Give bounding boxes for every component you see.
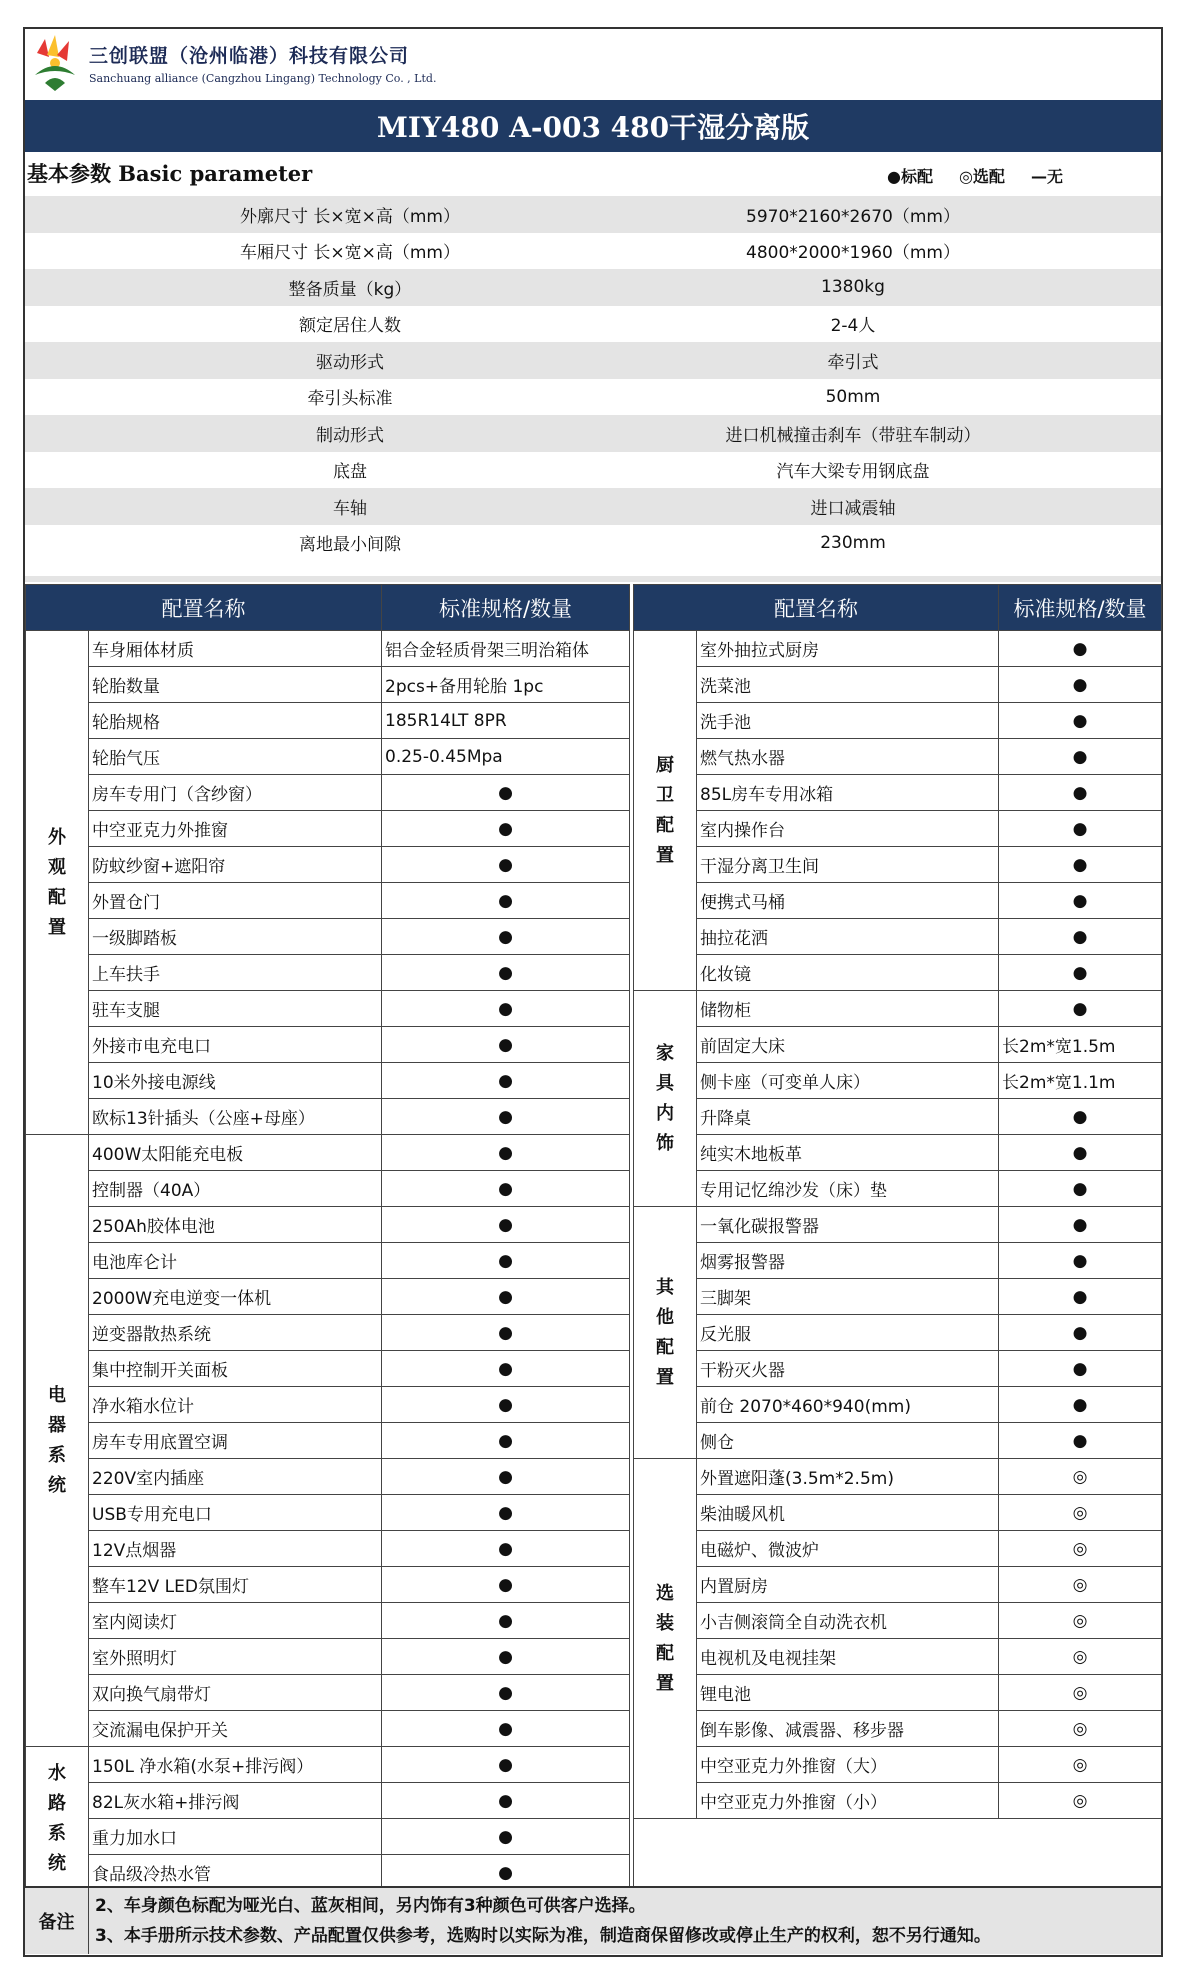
item-name: 前固定大床 [697, 1027, 999, 1063]
item-name: 烟雾报警器 [697, 1243, 999, 1279]
item-spec: ● [382, 919, 630, 955]
item-name: 外置遮阳蓬(3.5m*2.5m) [697, 1459, 999, 1495]
item-spec: ● [999, 991, 1162, 1027]
table-row [26, 1351, 630, 1387]
item-name: 220V室内插座 [89, 1459, 382, 1495]
param-name: 额定居住人数 [299, 316, 401, 337]
header-spec: 标准规格/数量 [382, 585, 630, 631]
item-name: 85L房车专用冰箱 [697, 775, 999, 811]
legend [887, 164, 1063, 187]
item-name: 双向换气扇带灯 [89, 1675, 382, 1711]
item-spec: ◎ [999, 1459, 1162, 1495]
table-row [26, 1279, 630, 1315]
table-row [634, 1171, 1162, 1207]
item-spec: ● [382, 811, 630, 847]
item-spec: ● [382, 1747, 630, 1783]
company-logo-icon [31, 33, 79, 93]
item-name: 反光服 [697, 1315, 999, 1351]
item-spec: ● [999, 631, 1162, 667]
item-spec: ● [382, 883, 630, 919]
param-value: 1380kg [821, 277, 885, 298]
basic-param-row [25, 488, 1161, 525]
item-spec: ● [999, 847, 1162, 883]
table-row [26, 1675, 630, 1711]
table-row [634, 1315, 1162, 1351]
item-name: 逆变器散热系统 [89, 1315, 382, 1351]
table-row [634, 1459, 1162, 1495]
item-name: 侧仓 [697, 1423, 999, 1459]
basic-heading: 基本参数 Basic parameter [27, 161, 313, 186]
table-row [26, 631, 630, 667]
table-row [26, 883, 630, 919]
legend-standard: ●标配 [887, 167, 933, 186]
item-spec: ● [382, 847, 630, 883]
remarks [25, 1886, 1161, 1954]
item-name: 便携式马桶 [697, 883, 999, 919]
table-row [26, 955, 630, 991]
item-spec: ● [382, 775, 630, 811]
item-spec: ◎ [999, 1783, 1162, 1819]
table-row [634, 955, 1162, 991]
item-name: 房车专用门（含纱窗） [89, 775, 382, 811]
table-row [26, 667, 630, 703]
item-spec: ● [999, 811, 1162, 847]
table-row [634, 1495, 1162, 1531]
item-spec: ◎ [999, 1567, 1162, 1603]
table-row [26, 1315, 630, 1351]
item-spec: ● [999, 1315, 1162, 1351]
param-name: 整备质量（kg） [288, 279, 412, 300]
item-name: 干粉灭火器 [697, 1351, 999, 1387]
item-spec: ● [382, 1495, 630, 1531]
item-spec: ● [999, 1423, 1162, 1459]
table-row [634, 1351, 1162, 1387]
table-row [26, 919, 630, 955]
table-row [634, 1387, 1162, 1423]
item-name: 10米外接电源线 [89, 1063, 382, 1099]
item-name: 燃气热水器 [697, 739, 999, 775]
item-spec: ● [999, 919, 1162, 955]
item-name: 抽拉花洒 [697, 919, 999, 955]
item-name: 一级脚踏板 [89, 919, 382, 955]
item-spec: ● [382, 1531, 630, 1567]
item-spec: ◎ [999, 1639, 1162, 1675]
item-name: 锂电池 [697, 1675, 999, 1711]
table-row [634, 1531, 1162, 1567]
param-name: 制动形式 [316, 425, 384, 446]
item-spec: ● [999, 703, 1162, 739]
item-spec: ◎ [999, 1531, 1162, 1567]
item-spec: ● [382, 1207, 630, 1243]
item-name: 侧卡座（可变单人床） [697, 1063, 999, 1099]
item-name: 中空亚克力外推窗（大） [697, 1747, 999, 1783]
item-spec: ● [382, 1567, 630, 1603]
remarks-label: 备注 [38, 1912, 75, 1933]
item-spec: ● [999, 1135, 1162, 1171]
header-spec: 标准规格/数量 [999, 585, 1162, 631]
basic-param-row [25, 452, 1161, 489]
table-row [26, 775, 630, 811]
basic-header [25, 152, 1161, 194]
table-row [634, 811, 1162, 847]
category-cell: 其 他 配 置 [634, 1207, 697, 1459]
item-name: 食品级冷热水管 [89, 1855, 382, 1891]
remark-line: 3、本手册所示技术参数、产品配置仅供参考，选购时以实际为准，制造商保留修改或停止生产的权利，恕不另行通知。 [95, 1926, 991, 1946]
table-row [634, 631, 1162, 667]
category-cell: 外 观 配 置 [26, 631, 89, 1135]
item-name: 室内操作台 [697, 811, 999, 847]
left-config-table [25, 584, 630, 1891]
table-row [634, 1099, 1162, 1135]
item-spec: ◎ [999, 1495, 1162, 1531]
item-name: 干湿分离卫生间 [697, 847, 999, 883]
item-spec: ● [999, 775, 1162, 811]
table-row [26, 811, 630, 847]
item-spec: ● [382, 1243, 630, 1279]
item-name: 集中控制开关面板 [89, 1351, 382, 1387]
company-header [23, 27, 1163, 99]
item-spec: 铝合金轻质骨架三明治箱体 [382, 631, 630, 667]
table-row [26, 991, 630, 1027]
table-row [634, 1207, 1162, 1243]
item-spec: ● [999, 739, 1162, 775]
item-spec: ● [999, 667, 1162, 703]
table-row [26, 1063, 630, 1099]
item-spec: ● [999, 1171, 1162, 1207]
item-spec: ● [382, 1675, 630, 1711]
table-row [634, 991, 1162, 1027]
item-name: 小吉侧滚筒全自动洗衣机 [697, 1603, 999, 1639]
item-spec: ◎ [999, 1675, 1162, 1711]
item-spec: ● [382, 1639, 630, 1675]
item-name: 中空亚克力外推窗（小） [697, 1783, 999, 1819]
table-row [634, 1675, 1162, 1711]
table-row [26, 1819, 630, 1855]
param-name: 底盘 [333, 462, 367, 483]
item-name: 车身厢体材质 [89, 631, 382, 667]
param-value: 5970*2160*2670（mm） [746, 206, 960, 227]
basic-param-row [25, 233, 1161, 270]
item-name: 防蚊纱窗+遮阳帘 [89, 847, 382, 883]
item-spec: ● [999, 1207, 1162, 1243]
table-row [26, 847, 630, 883]
item-name: USB专用充电口 [89, 1495, 382, 1531]
category-cell: 水 路 系 统 [26, 1747, 89, 1891]
item-name: 柴油暖风机 [697, 1495, 999, 1531]
param-value: 汽车大梁专用钢底盘 [776, 462, 930, 483]
table-row [26, 703, 630, 739]
table-row [634, 703, 1162, 739]
basic-footer-band [25, 576, 1161, 582]
item-name: 倒车影像、减震器、移步器 [697, 1711, 999, 1747]
item-spec: ● [382, 1135, 630, 1171]
param-name: 驱动形式 [316, 352, 384, 373]
right-config-table [633, 584, 1162, 1819]
item-name: 室外抽拉式厨房 [697, 631, 999, 667]
item-name: 洗手池 [697, 703, 999, 739]
item-name: 外置仓门 [89, 883, 382, 919]
table-row [634, 1423, 1162, 1459]
item-name: 内置厨房 [697, 1567, 999, 1603]
category-cell: 选 装 配 置 [634, 1459, 697, 1819]
table-row [26, 1459, 630, 1495]
table-row [26, 1747, 630, 1783]
item-name: 驻车支腿 [89, 991, 382, 1027]
table-row [634, 1279, 1162, 1315]
basic-param-row [25, 342, 1161, 379]
item-name: 三脚架 [697, 1279, 999, 1315]
category-cell: 家 具 内 饰 [634, 991, 697, 1207]
item-name: 外接市电充电口 [89, 1027, 382, 1063]
table-row [634, 1711, 1162, 1747]
company-name-cn: 三创联盟（沧州临港）科技有限公司 [89, 45, 410, 67]
table-row [26, 1171, 630, 1207]
param-value: 2-4人 [830, 316, 876, 337]
table-row [26, 1711, 630, 1747]
param-value: 230mm [820, 532, 886, 553]
param-value: 牵引式 [827, 352, 879, 373]
item-spec: ● [999, 1279, 1162, 1315]
table-row [26, 1783, 630, 1819]
item-spec: ● [382, 1171, 630, 1207]
item-spec: ● [382, 1315, 630, 1351]
item-name: 轮胎数量 [89, 667, 382, 703]
item-name: 专用记忆绵沙发（床）垫 [697, 1171, 999, 1207]
header-config-name: 配置名称 [634, 585, 999, 631]
param-name: 车厢尺寸 长×宽×高（mm） [239, 243, 460, 264]
basic-param-row [25, 415, 1161, 452]
company-name-en: Sanchuang alliance (Cangzhou Lingang) Technology Co. , Ltd. [89, 72, 437, 85]
param-name: 车轴 [333, 498, 367, 519]
basic-param-row [25, 379, 1161, 416]
header-config-name: 配置名称 [26, 585, 382, 631]
table-row [634, 775, 1162, 811]
item-name: 82L灰水箱+排污阀 [89, 1783, 382, 1819]
legend-none: —无 [1030, 167, 1063, 186]
item-spec: 185R14LT 8PR [382, 703, 630, 739]
item-name: 2000W充电逆变一体机 [89, 1279, 382, 1315]
table-row [634, 1027, 1162, 1063]
item-name: 重力加水口 [89, 1819, 382, 1855]
item-spec: ● [999, 1243, 1162, 1279]
item-spec: ● [382, 1027, 630, 1063]
item-spec: ◎ [999, 1747, 1162, 1783]
item-name: 交流漏电保护开关 [89, 1711, 382, 1747]
item-spec: 0.25-0.45Mpa [382, 739, 630, 775]
item-name: 欧标13针插头（公座+母座） [89, 1099, 382, 1135]
item-spec: ● [382, 955, 630, 991]
right-table-blank [633, 1812, 1161, 1886]
item-spec: ● [382, 1819, 630, 1855]
basic-param-row [25, 525, 1161, 562]
item-spec: 长2m*宽1.1m [999, 1063, 1162, 1099]
item-spec: ● [999, 883, 1162, 919]
table-row [634, 1063, 1162, 1099]
item-name: 房车专用底置空调 [89, 1423, 382, 1459]
basic-param-row [25, 306, 1161, 343]
item-name: 150L 净水箱(水泵+排污阀） [89, 1747, 382, 1783]
table-row [26, 1243, 630, 1279]
table-row [634, 1243, 1162, 1279]
item-name: 纯实木地板革 [697, 1135, 999, 1171]
item-spec: ● [382, 1459, 630, 1495]
item-spec: ● [382, 1783, 630, 1819]
item-name: 一氧化碳报警器 [697, 1207, 999, 1243]
item-name: 轮胎规格 [89, 703, 382, 739]
item-spec: ● [999, 1099, 1162, 1135]
item-spec: 2pcs+备用轮胎 1pc [382, 667, 630, 703]
param-name: 离地最小间隙 [299, 535, 401, 556]
param-name: 外廓尺寸 长×宽×高（mm） [239, 206, 460, 227]
basic-param-row [25, 269, 1161, 306]
item-name: 400W太阳能充电板 [89, 1135, 382, 1171]
remark-line: 2、车身颜色标配为哑光白、蓝灰相间，另内饰有3种颜色可供客户选择。 [95, 1896, 646, 1916]
table-row [26, 1027, 630, 1063]
page-title: MIY480 A-003 480干湿分离版 [25, 100, 1161, 152]
item-spec: ● [382, 1855, 630, 1891]
table-row [634, 667, 1162, 703]
table-row [634, 1603, 1162, 1639]
table-row [26, 1531, 630, 1567]
table-row [634, 1639, 1162, 1675]
category-cell: 电 器 系 统 [26, 1135, 89, 1747]
item-name: 中空亚克力外推窗 [89, 811, 382, 847]
table-row [634, 847, 1162, 883]
item-name: 电池库仑计 [89, 1243, 382, 1279]
table-row [26, 1135, 630, 1171]
table-row [634, 739, 1162, 775]
table-row [26, 1387, 630, 1423]
table-row [26, 1099, 630, 1135]
item-name: 电视机及电视挂架 [697, 1639, 999, 1675]
item-spec: ● [999, 955, 1162, 991]
item-name: 12V点烟器 [89, 1531, 382, 1567]
table-row [26, 1423, 630, 1459]
item-name: 控制器（40A） [89, 1171, 382, 1207]
param-value: 4800*2000*1960（mm） [746, 243, 960, 264]
item-spec: ● [999, 1387, 1162, 1423]
table-row [634, 1747, 1162, 1783]
item-name: 前仓 2070*460*940(mm) [697, 1387, 999, 1423]
item-name: 室外照明灯 [89, 1639, 382, 1675]
item-name: 升降桌 [697, 1099, 999, 1135]
basic-param-row [25, 196, 1161, 233]
item-spec: ● [382, 1063, 630, 1099]
table-row [26, 1567, 630, 1603]
item-name: 室内阅读灯 [89, 1603, 382, 1639]
item-name: 净水箱水位计 [89, 1387, 382, 1423]
item-name: 250Ah胶体电池 [89, 1207, 382, 1243]
table-row [26, 1639, 630, 1675]
table-row [26, 1207, 630, 1243]
legend-optional: ◎选配 [958, 167, 1005, 186]
item-spec: ● [382, 1351, 630, 1387]
table-row [634, 883, 1162, 919]
item-spec: ● [382, 1711, 630, 1747]
item-name: 整车12V LED氛围灯 [89, 1567, 382, 1603]
item-name: 储物柜 [697, 991, 999, 1027]
table-row [26, 1495, 630, 1531]
param-value: 50mm [825, 386, 881, 407]
item-spec: ◎ [999, 1603, 1162, 1639]
item-name: 电磁炉、微波炉 [697, 1531, 999, 1567]
item-spec: ● [382, 1387, 630, 1423]
item-spec: ● [382, 991, 630, 1027]
item-spec: ● [382, 1603, 630, 1639]
item-name: 洗菜池 [697, 667, 999, 703]
table-row [634, 919, 1162, 955]
category-cell: 厨 卫 配 置 [634, 631, 697, 991]
table-row [26, 1603, 630, 1639]
table-row [26, 739, 630, 775]
item-spec: 长2m*宽1.5m [999, 1027, 1162, 1063]
param-value: 进口机械撞击刹车（带驻车制动） [725, 425, 981, 446]
item-name: 上车扶手 [89, 955, 382, 991]
param-name: 牵引头标准 [307, 389, 393, 410]
item-spec: ● [382, 1099, 630, 1135]
item-spec: ● [382, 1279, 630, 1315]
table-row [634, 1567, 1162, 1603]
item-spec: ● [999, 1351, 1162, 1387]
item-spec: ◎ [999, 1711, 1162, 1747]
param-value: 进口减震轴 [810, 498, 896, 519]
basic-params-table [25, 196, 1161, 561]
item-name: 化妆镜 [697, 955, 999, 991]
item-name: 轮胎气压 [89, 739, 382, 775]
item-spec: ● [382, 1423, 630, 1459]
table-row [634, 1135, 1162, 1171]
